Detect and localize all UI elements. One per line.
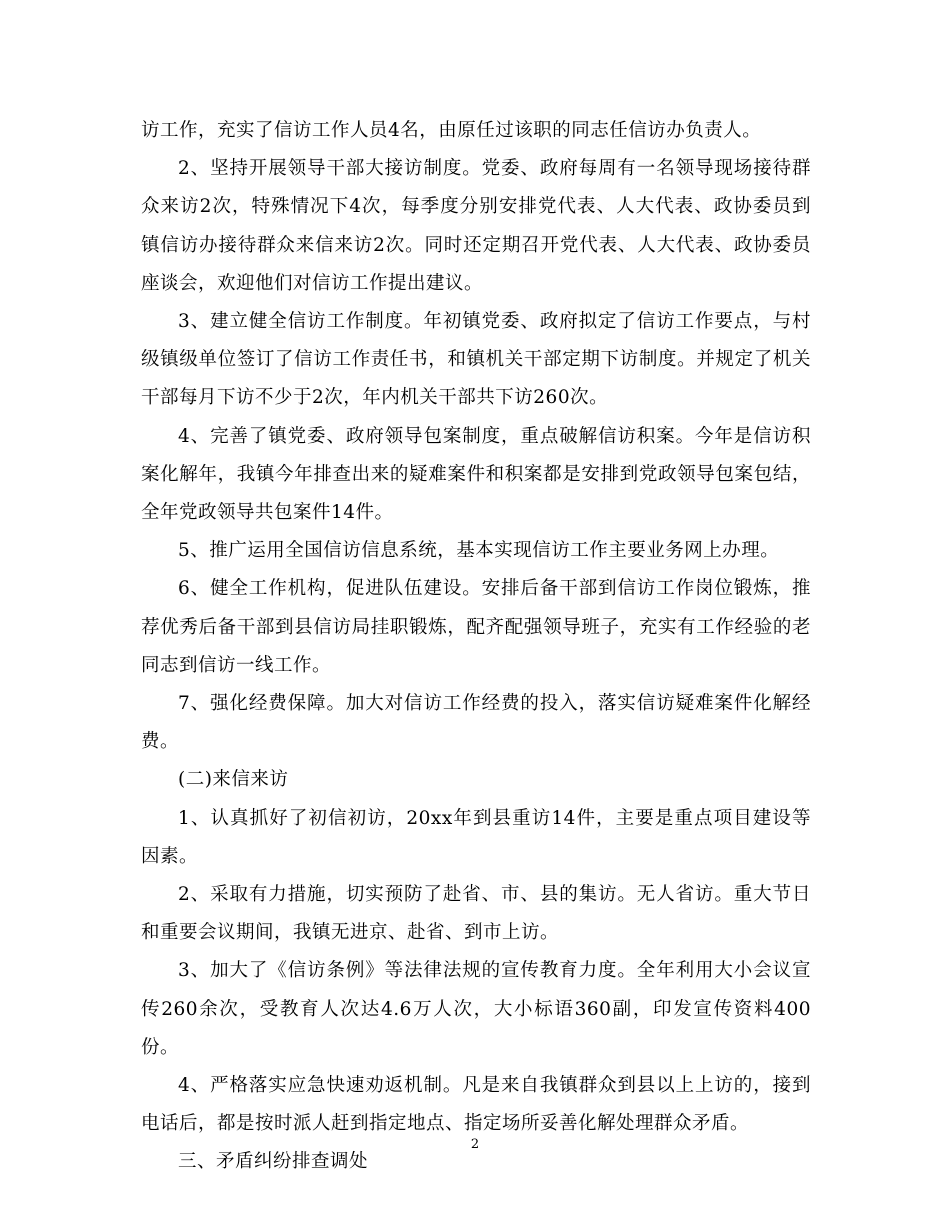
paragraph-1: 访工作，充实了信访工作人员4名，由原任过该职的同志任信访办负责人。 <box>141 120 762 141</box>
paragraph-4: 4、完善了镇党委、政府领导包案制度，重点破解信访积案。今年是信访积案化解年，我镇今年排查出来的疑难案件和积案都是安排到党政领导包案包结，全年党政领导共包案件14件。 <box>141 425 811 524</box>
paragraph-6: 6、健全工作机构，促进队伍建设。安排后备干部到信访工作岗位锻炼，推荐优秀后备干部到县信访局挂职锻炼，配齐配强领导班子，充实有工作经验的老同志到信访一线工作。 <box>141 578 811 676</box>
paragraph-2: 2、坚持开展领导干部大接访制度。党委、政府每周有一名领导现场接待群众来访2次，特殊情况下4次，每季度分别安排党代表、人大代表、政协委员到镇信访办接待群众来信来访2次。同时还定期召开党代表、人大代表、政协委员座谈会，欢迎他们对信访工作提出建议。 <box>141 158 811 294</box>
section-heading-dispute-resolution: 三、矛盾纠纷排查调处 <box>178 1151 369 1173</box>
section-heading-letters-visits: (二)来信来访 <box>178 769 289 791</box>
paragraph-12: 4、严格落实应急快速劝返机制。凡是来自我镇群众到县以上上访的，接到电话后，都是按时派人赶到指定地点、指定场所妥善化解处理群众矛盾。 <box>141 1075 811 1135</box>
body-text <box>141 112 811 1182</box>
paragraph-9: 1、认真抓好了初信初访，20xx年到县重访14件，主要是重点项目建设等因素。 <box>141 807 811 867</box>
paragraph-5: 5、推广运用全国信访信息系统，基本实现信访工作主要业务网上办理。 <box>178 540 780 562</box>
paragraph-7: 7、强化经费保障。加大对信访工作经费的投入，落实信访疑难案件化解经费。 <box>141 693 811 753</box>
paragraph-11: 3、加大了《信访条例》等法律法规的宣传教育力度。全年利用大小会议宣传260余次，受教育人次达4.6万人次，大小标语360副，印发宣传资料400份。 <box>141 960 811 1058</box>
paragraph-3: 3、建立健全信访工作制度。年初镇党委、政府拟定了信访工作要点，与村级镇级单位签订了信访工作责任书，和镇机关干部定期下访制度。并规定了机关干部每月下访不少于2次，年内机关干部共下访260次。 <box>141 311 811 409</box>
paragraph-10: 2、采取有力措施，切实预防了赴省、市、县的集访。无人省访。重大节日和重要会议期间，我镇无进京、赴省、到市上访。 <box>141 884 811 944</box>
page-number: 2 <box>470 1137 480 1152</box>
